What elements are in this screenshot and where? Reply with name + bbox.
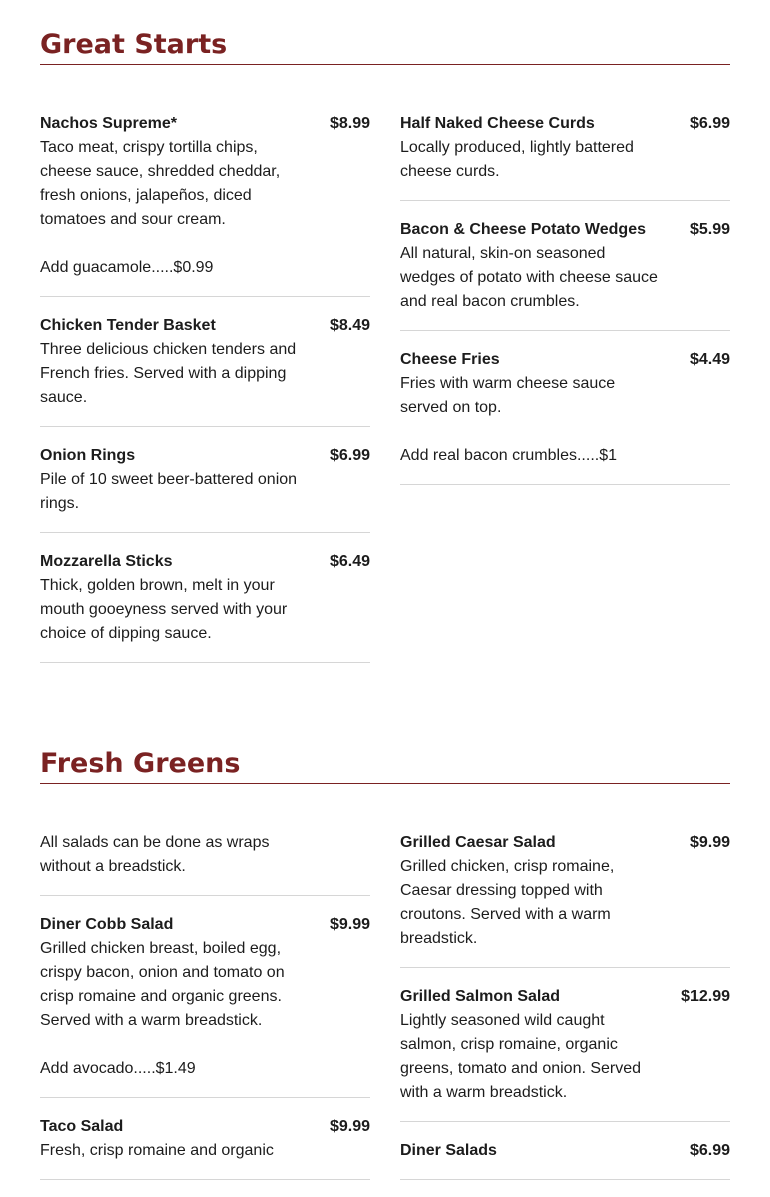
- menu-item: [40, 913, 370, 1098]
- intro-text: All salads can be done as wraps without a breadstick.: [40, 834, 270, 875]
- right-column: [400, 112, 730, 680]
- left-column: [40, 831, 370, 1197]
- item-name: Cheese Fries: [400, 351, 500, 368]
- item-price: $8.49: [329, 317, 370, 334]
- left-column: [40, 112, 370, 680]
- menu-item: [400, 348, 730, 485]
- item-price: $6.99: [329, 447, 370, 464]
- menu-item: [40, 112, 370, 297]
- menu-item: [40, 1115, 370, 1180]
- item-name: Taco Salad: [40, 1118, 124, 1135]
- menu-item: [40, 444, 370, 533]
- item-price: $8.99: [329, 115, 370, 132]
- section-great-starts: [40, 0, 730, 680]
- item-description: Pile of 10 sweet beer-battered onion rings.: [40, 471, 298, 512]
- item-name: Onion Rings: [40, 447, 136, 464]
- item-description: Taco meat, crispy tortilla chips, cheese sauce, shredded cheddar, fresh onions, jalapeños, diced tomatoes and sour cream.: [40, 139, 281, 228]
- item-price: $9.99: [689, 834, 730, 851]
- item-name: Diner Salads: [400, 1142, 497, 1159]
- item-price: $4.49: [689, 351, 730, 368]
- item-name: Bacon & Cheese Potato Wedges: [400, 221, 646, 238]
- item-price: $12.99: [681, 988, 730, 1005]
- item-description: Grilled chicken, crisp romaine, Caesar dressing topped with croutons. Served with a warm breadstick.: [400, 858, 615, 947]
- item-name: Grilled Salmon Salad: [400, 988, 561, 1005]
- menu-item: [400, 985, 730, 1122]
- item-name: Chicken Tender Basket: [40, 317, 216, 334]
- item-description: Grilled chicken breast, boiled egg, crispy bacon, onion and tomato on crisp romaine and organic greens. Served with a warm breadstick.: [40, 940, 285, 1029]
- item-name: Nachos Supreme*: [40, 115, 177, 132]
- item-addon: Add guacamole.....$0.99: [40, 259, 214, 276]
- item-price: $9.99: [329, 1118, 370, 1135]
- item-description: Locally produced, lightly battered cheese curds.: [400, 139, 634, 180]
- item-description: Thick, golden brown, melt in your mouth gooeyness served with your choice of dipping sauce.: [40, 577, 288, 642]
- menu-item: [400, 218, 730, 331]
- item-name: Diner Cobb Salad: [40, 916, 174, 933]
- item-description: Lightly seasoned wild caught salmon, crisp romaine, organic greens, tomato and onion. Served with a warm breadstick.: [400, 1012, 642, 1101]
- item-description: All natural, skin-on seasoned wedges of potato with cheese sauce and real bacon crumbles.: [400, 245, 658, 310]
- item-description: Three delicious chicken tenders and French fries. Served with a dipping sauce.: [40, 341, 297, 406]
- section-fresh-greens: [40, 747, 730, 1197]
- item-name: Mozzarella Sticks: [40, 553, 173, 570]
- item-addon: Add real bacon crumbles.....$1: [400, 447, 618, 464]
- item-price: $6.99: [689, 1142, 730, 1159]
- menu-item: [40, 550, 370, 663]
- section-title: Great Starts: [40, 0, 730, 65]
- item-name: Grilled Caesar Salad: [400, 834, 556, 851]
- item-price: $6.99: [689, 115, 730, 132]
- item-name: Half Naked Cheese Curds: [400, 115, 595, 132]
- item-description: Fresh, crisp romaine and organic: [40, 1142, 274, 1159]
- salad-intro: [40, 831, 370, 896]
- item-addon: Add avocado.....$1.49: [40, 1060, 196, 1077]
- item-price: $6.49: [329, 553, 370, 570]
- section-title: Fresh Greens: [40, 747, 730, 784]
- menu-item: [400, 831, 730, 968]
- right-column: [400, 831, 730, 1197]
- item-price: $5.99: [689, 221, 730, 238]
- item-price: $9.99: [329, 916, 370, 933]
- menu-item: [400, 112, 730, 201]
- item-description: Fries with warm cheese sauce served on top.: [400, 375, 616, 416]
- menu-item: [400, 1139, 730, 1180]
- menu-item: [40, 314, 370, 427]
